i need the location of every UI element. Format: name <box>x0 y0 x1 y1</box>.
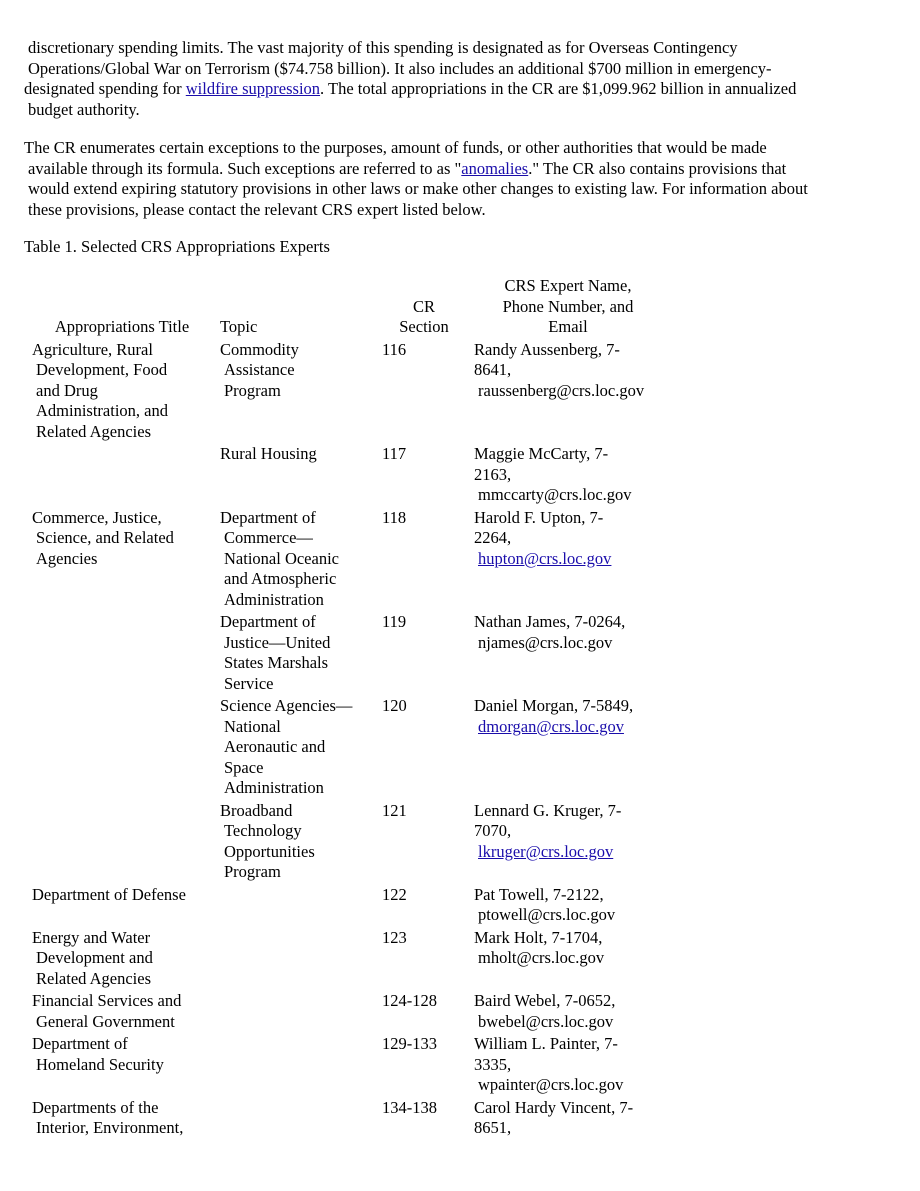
anomalies-link[interactable]: anomalies <box>461 158 529 178</box>
cell-topic <box>216 444 378 508</box>
cell-crs-expert <box>470 340 666 445</box>
email-text: ptowell@crs.loc.gov <box>478 905 616 924</box>
email-line <box>474 842 662 863</box>
title-line: Science, and Related <box>36 528 174 547</box>
topic-line: Space <box>224 757 264 777</box>
cell-topic <box>216 991 378 1034</box>
title-line: General Government <box>36 1011 175 1031</box>
topic-line: Program <box>224 380 281 400</box>
topic-line: Commerce— <box>224 528 313 547</box>
table-row <box>28 1098 666 1141</box>
email-text: bwebel@crs.loc.gov <box>478 1011 614 1031</box>
topic-line: Opportunities <box>224 841 315 861</box>
table-row <box>28 340 666 445</box>
cell-topic <box>216 508 378 613</box>
table-row <box>28 991 666 1034</box>
cell-crs-expert <box>470 612 666 696</box>
table-row <box>28 612 666 696</box>
title-line: Financial Services and <box>32 991 182 1010</box>
expert-line: 3335, <box>474 1054 512 1074</box>
expert-line: William L. Painter, 7- <box>474 1034 618 1053</box>
topic-line: National <box>224 716 281 736</box>
email-line <box>474 1012 662 1033</box>
paragraph-line: would extend expiring statutory provisions in other laws or make other changes to existing law. For information about <box>28 179 808 198</box>
cell-cr-section: 134-138 <box>382 1097 437 1117</box>
cell-topic <box>216 801 378 885</box>
header-crs-expert: CRS Expert Name, Phone Number, and Email <box>502 276 634 336</box>
expert-line: 2163, <box>474 464 512 484</box>
header-topic: Topic <box>220 317 258 336</box>
cell-appropriations-title <box>28 612 216 696</box>
wildfire-suppression-link[interactable]: wildfire suppression <box>185 79 321 98</box>
title-line: Energy and Water <box>32 927 151 947</box>
cell-appropriations-title <box>28 1098 216 1141</box>
topic-line: Rural Housing <box>220 444 317 463</box>
cell-topic <box>216 1098 378 1141</box>
topic-line: Science Agencies— <box>220 696 353 715</box>
expert-line: 2264, <box>474 528 512 547</box>
topic-line: Administration <box>224 778 324 797</box>
cell-crs-expert <box>470 508 666 613</box>
title-line: Agencies <box>36 548 98 568</box>
email-link[interactable]: lkruger@crs.loc.gov <box>478 841 614 861</box>
topic-line: and Atmospheric <box>224 569 337 588</box>
experts-table <box>28 276 666 1141</box>
table-row <box>28 444 666 508</box>
header-cr-section: CR Section <box>399 296 449 336</box>
cell-topic <box>216 928 378 992</box>
expert-line: Carol Hardy Vincent, 7- <box>474 1097 634 1117</box>
email-line <box>474 1075 662 1096</box>
cell-topic <box>216 696 378 801</box>
cell-appropriations-title <box>28 444 216 508</box>
cell-cr-section: 122 <box>382 884 407 904</box>
title-line: Agriculture, Rural <box>32 339 153 359</box>
table-header-row <box>28 276 666 340</box>
table-row <box>28 885 666 928</box>
expert-line: Harold F. Upton, 7- <box>474 507 604 527</box>
email-line <box>474 485 662 506</box>
paragraph-line: budget authority. <box>28 99 140 119</box>
email-text: mmccarty@crs.loc.gov <box>478 485 632 504</box>
table-row <box>28 801 666 885</box>
title-line: Department of <box>32 1034 128 1053</box>
cell-appropriations-title <box>28 801 216 885</box>
topic-line: Department of <box>220 507 316 527</box>
cell-appropriations-title <box>28 696 216 801</box>
title-line: and Drug <box>36 380 98 400</box>
title-line: Departments of the <box>32 1097 159 1117</box>
expert-line: Mark Holt, 7-1704, <box>474 927 603 947</box>
title-line: Related Agencies <box>36 968 152 988</box>
email-line <box>474 381 662 402</box>
cell-cr-section: 121 <box>382 800 407 820</box>
cell-crs-expert <box>470 885 666 928</box>
title-line: Commerce, Justice, <box>32 507 162 527</box>
header-appropriations-title: Appropriations Title <box>54 317 190 336</box>
cell-appropriations-title <box>28 508 216 613</box>
topic-line: Service <box>224 673 274 693</box>
topic-line: Aeronautic and <box>224 737 326 756</box>
expert-line: 8641, <box>474 360 512 379</box>
intro-paragraph-1 <box>24 38 904 120</box>
paragraph-line: these provisions, please contact the relevant CRS expert listed below. <box>28 199 486 219</box>
email-line <box>474 717 662 738</box>
table-row <box>28 696 666 801</box>
topic-line: Justice—United <box>224 632 331 652</box>
cell-crs-expert <box>470 801 666 885</box>
topic-line: National Oceanic <box>224 548 339 568</box>
cell-appropriations-title <box>28 885 216 928</box>
cell-crs-expert <box>470 928 666 992</box>
cell-crs-expert <box>470 1098 666 1141</box>
table-row <box>28 1034 666 1098</box>
email-line <box>474 948 662 969</box>
cell-topic <box>216 885 378 928</box>
cell-cr-section: 124-128 <box>382 991 437 1010</box>
cell-crs-expert <box>470 1034 666 1098</box>
paragraph-line: designated spending for wildfire suppression. The total appropriations in the CR are $1,099.962 billion in annualized <box>24 79 797 98</box>
cell-appropriations-title <box>28 1034 216 1098</box>
cell-cr-section: 119 <box>382 612 407 631</box>
cell-appropriations-title <box>28 928 216 992</box>
email-text: wpainter@crs.loc.gov <box>478 1075 624 1094</box>
expert-line: Baird Webel, 7-0652, <box>474 991 616 1010</box>
expert-line: 7070, <box>474 821 512 840</box>
cell-topic <box>216 340 378 445</box>
email-line <box>474 549 662 570</box>
expert-line: Lennard G. Kruger, 7- <box>474 800 622 820</box>
paragraph-line: available through its formula. Such exceptions are referred to as "anomalies." The CR also contains provisions that <box>28 158 787 178</box>
cell-topic <box>216 612 378 696</box>
title-line: Homeland Security <box>36 1054 164 1074</box>
intro-paragraph-2 <box>24 138 904 220</box>
title-line: Department of Defense <box>32 884 186 904</box>
email-line <box>474 905 662 926</box>
cell-cr-section: 123 <box>382 927 407 947</box>
cell-cr-section: 118 <box>382 507 407 527</box>
title-line: Development and <box>36 948 153 967</box>
cell-cr-section: 120 <box>382 696 407 715</box>
expert-line: Daniel Morgan, 7-5849, <box>474 696 634 715</box>
paragraph-line: discretionary spending limits. The vast majority of this spending is designated as for Overseas Contingency <box>28 38 738 57</box>
cell-appropriations-title <box>28 340 216 445</box>
cell-topic <box>216 1034 378 1098</box>
topic-line: Technology <box>224 821 302 840</box>
topic-line: Commodity <box>220 339 299 359</box>
title-line: Development, Food <box>36 360 168 379</box>
table-row <box>28 928 666 992</box>
email-text: mholt@crs.loc.gov <box>478 948 605 967</box>
expert-line: Nathan James, 7-0264, <box>474 612 626 631</box>
topic-line: Broadband <box>220 800 293 820</box>
cell-appropriations-title <box>28 991 216 1034</box>
email-line <box>474 633 662 654</box>
paragraph-line: The CR enumerates certain exceptions to the purposes, amount of funds, or other authorities that would be made <box>24 138 767 157</box>
table-caption: Table 1. Selected CRS Appropriations Experts <box>24 237 330 256</box>
email-link[interactable]: dmorgan@crs.loc.gov <box>478 716 624 736</box>
cell-cr-section: 129-133 <box>382 1034 437 1053</box>
topic-line: Program <box>224 862 281 881</box>
topic-line: Assistance <box>224 360 295 379</box>
email-text: raussenberg@crs.loc.gov <box>478 380 645 400</box>
expert-line: Pat Towell, 7-2122, <box>474 884 604 904</box>
cell-crs-expert <box>470 444 666 508</box>
paragraph-line: Operations/Global War on Terrorism ($74.758 billion). It also includes an additional $700 million in emergency- <box>28 58 772 78</box>
title-line: Related Agencies <box>36 421 152 441</box>
topic-line: Department of <box>220 612 316 631</box>
title-line: Administration, and <box>36 401 168 420</box>
topic-line: Administration <box>224 589 324 609</box>
cell-crs-expert <box>470 696 666 801</box>
topic-line: States Marshals <box>224 653 329 672</box>
title-line: Interior, Environment, <box>36 1118 184 1137</box>
cell-cr-section: 117 <box>382 444 407 463</box>
cell-crs-expert <box>470 991 666 1034</box>
expert-line: 8651, <box>474 1118 512 1137</box>
table-row <box>28 508 666 613</box>
email-text: njames@crs.loc.gov <box>478 632 613 652</box>
cell-cr-section: 116 <box>382 339 407 359</box>
expert-line: Maggie McCarty, 7- <box>474 444 609 463</box>
email-link[interactable]: hupton@crs.loc.gov <box>478 548 612 568</box>
expert-line: Randy Aussenberg, 7- <box>474 339 620 359</box>
